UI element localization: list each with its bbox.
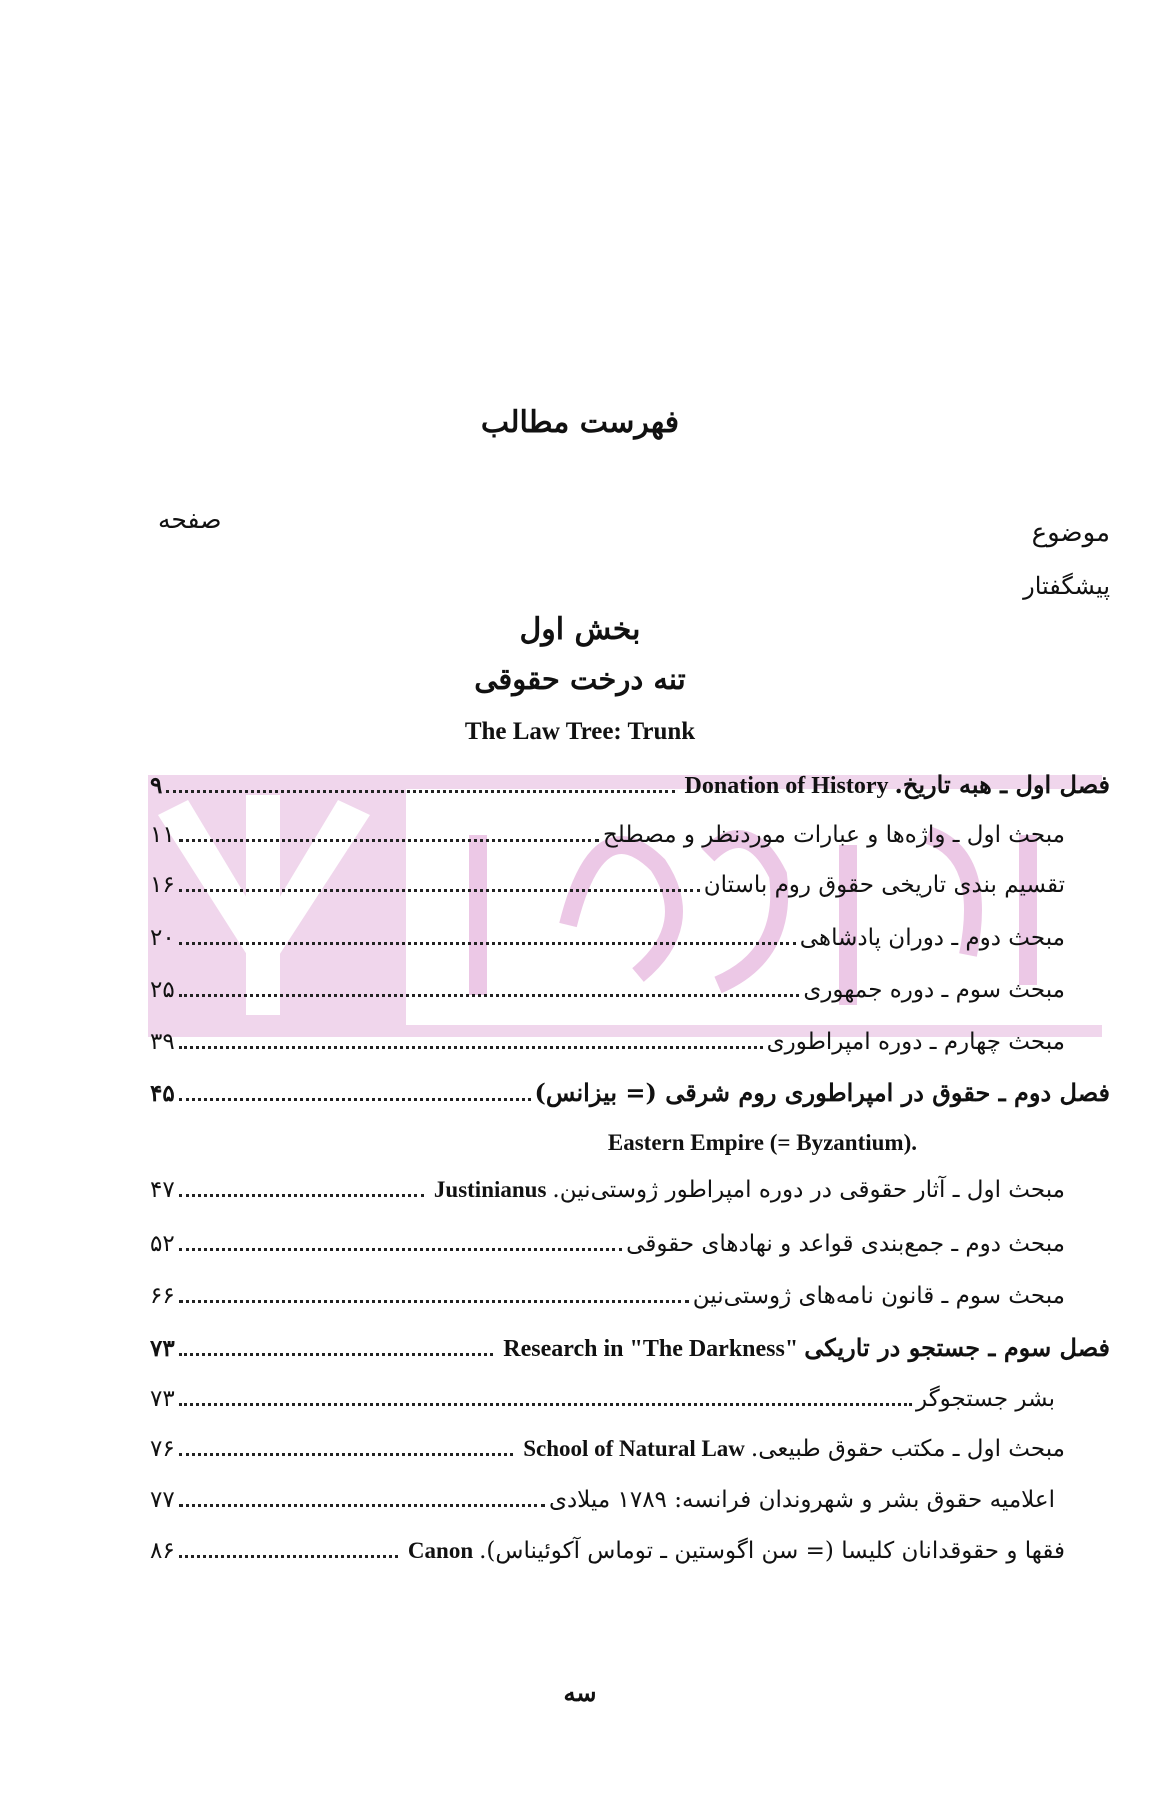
toc-entry-title: اعلامیه حقوق بشر و شهروندان فرانسه: ۱۷۸۹ میلادی — [548, 1487, 1055, 1513]
page-title: فهرست مطالب — [480, 405, 680, 440]
dot-leader — [179, 1045, 763, 1049]
toc-entry[interactable] — [150, 1231, 1065, 1257]
toc-entry-page: ۴۵ — [150, 1080, 175, 1107]
toc-entry-page: ۷۶ — [150, 1436, 175, 1462]
toc-entry-english-title: Donation of History — [684, 773, 889, 799]
toc-entry-page: ۴۷ — [150, 1177, 175, 1203]
toc-entry-english-title: Research in "The Darkness" — [503, 1336, 799, 1362]
dot-leader — [179, 1247, 622, 1251]
toc-entry[interactable] — [150, 872, 1065, 898]
dot-leader — [179, 838, 599, 842]
toc-entry-title: فصل اول ـ هبه تاریخ. — [894, 770, 1110, 799]
part-title: تنه درخت حقوقی — [474, 662, 686, 696]
dot-leader — [179, 888, 700, 892]
toc-entry-english-title: Justinianus — [433, 1177, 547, 1202]
toc-entry[interactable] — [150, 1177, 1065, 1203]
toc-entry-title: مبحث چهارم ـ دوره امپراطوری — [766, 1029, 1065, 1055]
toc-entry-title: بشر جستجوگر — [916, 1386, 1055, 1412]
toc-entry-page: ۷۳ — [150, 1386, 175, 1412]
toc-entry[interactable] — [150, 1283, 1065, 1309]
toc-entry-page: ۱۶ — [150, 872, 175, 898]
toc-entry[interactable] — [150, 1078, 1110, 1107]
dot-leader — [179, 1503, 545, 1507]
toc-entry-title: مبحث اول ـ مکتب حقوق طبیعی. — [750, 1436, 1065, 1462]
toc-entry-page: ۵۲ — [150, 1231, 175, 1257]
dot-leader — [166, 789, 674, 793]
dot-leader — [179, 1352, 494, 1356]
column-page-label: صفحه — [158, 505, 222, 534]
dot-leader — [179, 1193, 424, 1197]
toc-entry-english-title: School of Natural Law — [523, 1436, 745, 1461]
preface-entry: پیشگفتار — [1023, 572, 1110, 600]
toc-entry-title: تقسیم بندی تاریخی حقوق روم باستان — [703, 872, 1065, 898]
toc-entry-title: مبحث دوم ـ دوران پادشاهی — [799, 925, 1065, 951]
toc-entry-title: مبحث سوم ـ قانون نامه‌های ژوستی‌نین — [692, 1283, 1065, 1309]
dot-leader — [179, 1554, 398, 1558]
toc-entry[interactable] — [150, 822, 1065, 848]
dot-leader — [179, 993, 800, 997]
toc-entry[interactable] — [150, 925, 1065, 951]
toc-entry-page: ۱۱ — [150, 822, 175, 848]
toc-entry[interactable] — [150, 1487, 1055, 1513]
toc-entry[interactable] — [150, 1029, 1065, 1055]
toc-entry[interactable] — [150, 1333, 1110, 1363]
dot-leader — [179, 941, 796, 945]
toc-entry-title: مبحث اول ـ آثار حقوقی در دوره امپراطور ژوستی‌نین. — [552, 1177, 1065, 1203]
page-number: سه — [563, 1678, 597, 1707]
toc-entry[interactable] — [150, 977, 1065, 1003]
column-topic-label: موضوع — [1031, 518, 1110, 548]
toc-entry-page: ۷۳ — [150, 1335, 175, 1362]
toc-entry-english-title: Canon — [407, 1538, 474, 1563]
toc-entry-title: مبحث سوم ـ دوره جمهوری — [803, 977, 1065, 1003]
toc-entry[interactable] — [150, 770, 1110, 800]
toc-entry-title: فقها و حقوقدانان کلیسا (= سن اگوستین ـ توماس آکوئیناس). — [479, 1538, 1065, 1564]
toc-entry-page: ۲۰ — [150, 925, 175, 951]
toc-entry-page: ۲۵ — [150, 977, 175, 1003]
dot-leader — [179, 1452, 513, 1456]
part-title-english: The Law Tree: Trunk — [464, 718, 696, 745]
toc-entry-page: ۳۹ — [150, 1029, 175, 1055]
part-label: بخش اول — [519, 612, 641, 647]
toc-entry-page: ۹ — [150, 772, 163, 799]
toc-entry-title: فصل دوم ـ حقوق در امپراطوری روم شرقی (= بیزانس) — [534, 1078, 1110, 1107]
dot-leader — [179, 1402, 912, 1406]
dot-leader — [179, 1097, 531, 1101]
toc-entry-title: فصل سوم ـ جستجو در تاریکی — [804, 1333, 1110, 1362]
toc-entry-page: ۷۷ — [150, 1487, 175, 1513]
toc-entry[interactable] — [150, 1386, 1055, 1412]
toc-entry-english-subtitle: Eastern Empire (= Byzantium). — [607, 1130, 917, 1155]
toc-entry[interactable] — [150, 1538, 1065, 1564]
toc-entry-page: ۸۶ — [150, 1538, 175, 1564]
toc-entry-title: مبحث اول ـ واژه‌ها و عبارات موردنظر و مصطلح — [602, 822, 1065, 848]
toc-entry[interactable] — [150, 1436, 1065, 1462]
dot-leader — [179, 1299, 689, 1303]
toc-entry-page: ۶۶ — [150, 1283, 175, 1309]
toc-entry-title: مبحث دوم ـ جمع‌بندی قواعد و نهادهای حقوقی — [626, 1231, 1065, 1257]
